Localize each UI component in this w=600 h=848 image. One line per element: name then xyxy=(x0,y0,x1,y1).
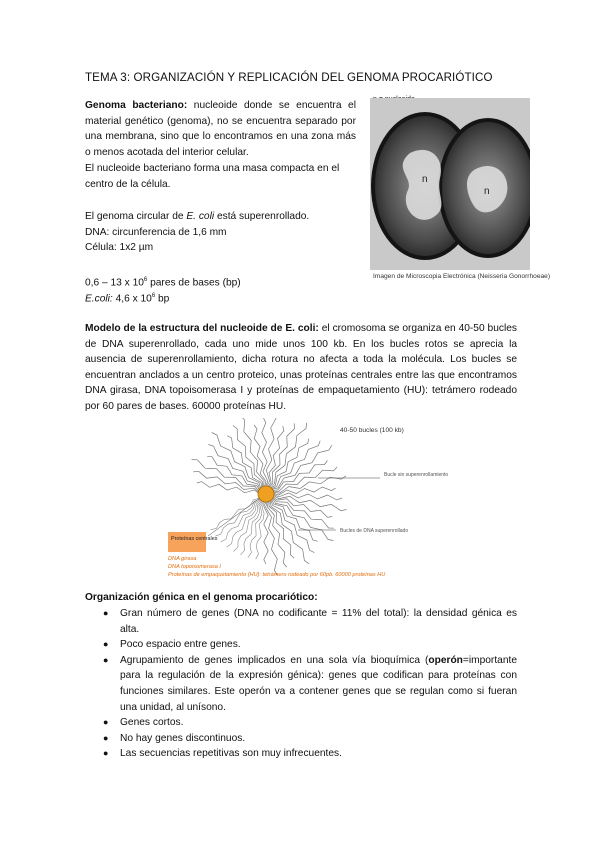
operon-term: operón xyxy=(428,654,463,666)
list-item-text: Genes cortos. xyxy=(120,717,184,729)
proteins-box-label: Proteínas centrales xyxy=(171,536,218,542)
bullet-icon: ● xyxy=(103,639,109,650)
circular-genome-line xyxy=(85,209,309,225)
dna-loop xyxy=(270,423,307,487)
dna-loop xyxy=(212,433,261,489)
ecoli-label: E.coli: xyxy=(85,293,113,305)
list-item xyxy=(85,746,517,762)
circ-text-a: El genoma circular de xyxy=(85,211,187,222)
ecoli-exp: 6 xyxy=(151,293,156,299)
list-item xyxy=(85,715,517,731)
page-title: TEMA 3: ORGANIZACIÓN Y REPLICACIÓN DEL GENOMA PROCARIÓTICO xyxy=(85,71,493,84)
list-item xyxy=(85,606,517,637)
model-label: Modelo de la estructura del nucleoide de E. coli: xyxy=(85,323,319,334)
dna-loop xyxy=(274,487,336,495)
bp-a: 0,6 – 13 x 10 xyxy=(85,277,144,289)
nucleoid-label-right: n xyxy=(484,186,490,197)
circ-species: E. coli xyxy=(186,211,215,222)
list-item-text: Las secuencias repetitivas son muy infrecuentes. xyxy=(120,748,342,760)
intro-label: Genoma bacteriano: xyxy=(85,100,188,111)
protein-topoisomerase: DNA topoisomerasa I xyxy=(168,564,221,570)
bullet-icon: ● xyxy=(103,608,109,618)
circ-text-b: está superenrollado. xyxy=(214,211,310,222)
list-item-text: Poco espacio entre genes. xyxy=(120,639,241,651)
proteins-box xyxy=(168,532,206,552)
nucleoid-label-left: n xyxy=(422,174,428,185)
loops-label: 40-50 bucles (100 kb) xyxy=(340,427,404,434)
dna-loop xyxy=(272,441,321,489)
intro-text: nucleoide donde se encuentra el material genético (genoma), no se encuentra separado por una membrana, sino que lo encontramos en una zona más o menos acotada del interior celular. xyxy=(85,100,356,158)
bp-exp: 6 xyxy=(143,277,148,283)
dna-loop xyxy=(233,426,262,487)
dna-loop xyxy=(192,460,259,491)
list-item-text: Gran número de genes (DNA no codificante = 11% del total): la densidad génica es alta. xyxy=(120,608,517,635)
electron-micrograph xyxy=(370,98,530,270)
protein-core xyxy=(258,486,274,502)
bullet-icon: ● xyxy=(103,732,109,743)
list-item-text: No hay genes discontinuos. xyxy=(120,732,246,744)
dna-circumference: DNA: circunferencia de 1,6 mm xyxy=(85,227,227,238)
proteins-leader xyxy=(208,498,260,536)
org-heading-text: Organización génica en el genoma procariótico: xyxy=(85,592,318,603)
dna-loop xyxy=(266,418,276,486)
dna-loop xyxy=(207,456,259,490)
ecoli-bp xyxy=(85,289,169,307)
nick-label: Bucle sin superenrollamiento xyxy=(384,472,449,478)
dna-loop xyxy=(274,496,347,511)
dna-loop xyxy=(271,439,309,488)
ecoli-b: bp xyxy=(155,293,170,305)
intro-paragraph xyxy=(85,98,356,160)
list-item xyxy=(85,653,517,715)
bullet-icon: ● xyxy=(103,654,109,665)
dna-loop xyxy=(248,502,264,558)
cell-size: Célula: 1x2 µm xyxy=(85,242,154,253)
list-item xyxy=(85,731,517,747)
dna-loop xyxy=(273,461,327,491)
dna-loop xyxy=(268,426,284,486)
protein-hu: Proteínas de empaquetamiento (HU): tetrámero rodeado por 60pb. 60000 proteínas HU xyxy=(168,572,386,578)
dna-loop xyxy=(262,418,268,486)
protein-gyrase: DNA girasa xyxy=(168,556,197,562)
list-item-text: Agrupamiento de genes implicados en una sola vía bioquímica ( xyxy=(120,654,429,666)
dna-loop xyxy=(272,445,332,489)
bp-b: pares de bases (bp) xyxy=(147,277,241,289)
dna-loop xyxy=(221,500,261,542)
ecoli-a: 4,6 x 10 xyxy=(112,293,152,305)
micrograph-caption: Imagen de Microscopia Electrónica (Neisseria Gonorrhoeae) xyxy=(373,273,551,280)
bullet-icon: ● xyxy=(103,717,109,728)
bullet-icon: ● xyxy=(103,748,109,759)
list-item xyxy=(85,637,517,653)
broken-label: Bucles de DNA superenrollado xyxy=(340,528,409,534)
org-list xyxy=(85,606,517,762)
nucleoid-diagram xyxy=(168,418,464,584)
dna-loop xyxy=(271,500,314,552)
org-heading xyxy=(85,590,318,606)
model-text: el cromosoma se organiza en 40-50 bucles de DNA superenrollado, cada uno mide unos 100 kb. En los bucles rotos se aprecia la ausencia de superenrollamiento, dicha rotura no afecta a toda la molécula. Los bucles se encuentran anclados a un centro proteico, unas proteínas centrales entre las que encontramos DNA girasa, DNA topoisomerasa I y proteínas de empaquetamiento (HU): tetrámero rodeado por 60 pares de bases. 60000 proteínas HU. xyxy=(85,323,517,412)
dna-loop xyxy=(227,500,262,547)
list-item-text-cont: =importante para la regulación de la expresión génica): genes que codifican para proteínas con funciones similares. Este operón va a contener genes que se regulan como si fueran una unidad, al unísono. xyxy=(120,654,517,713)
dna-loop xyxy=(208,445,260,489)
model-paragraph xyxy=(85,321,517,415)
intro-paragraph-2: El nucleoide bacteriano forma una masa compacta en el centro de la célula. xyxy=(85,163,340,190)
